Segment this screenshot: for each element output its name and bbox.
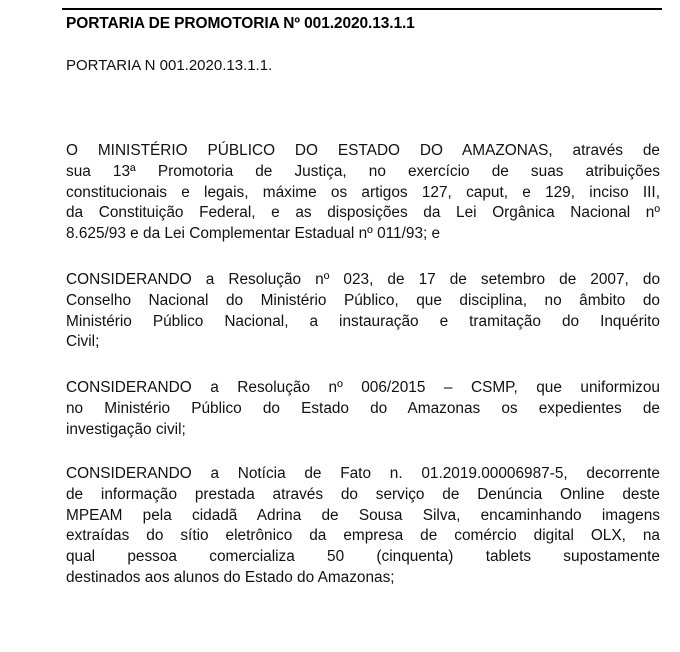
paragraph-line: MPEAM pela cidadã Adrina de Sousa Silva, encaminhando imagens xyxy=(66,506,660,524)
paragraph-line: CONSIDERANDO a Resolução nº 006/2015 – CSMP, que uniformizou xyxy=(66,379,660,396)
paragraph-line: CONSIDERANDO a Notícia de Fato n. 01.2019.00006987-5, decorrente xyxy=(66,465,660,482)
paragraph-line: O MINISTÉRIO PÚBLICO DO ESTADO DO AMAZONAS, através de xyxy=(66,142,660,159)
paragraph-line: Civil; xyxy=(66,333,100,351)
paragraph-line: CONSIDERANDO a Resolução nº 023, de 17 de setembro de 2007, do xyxy=(66,271,660,288)
document-title: PORTARIA DE PROMOTORIA Nº 001.2020.13.1.1 xyxy=(66,15,415,32)
paragraph-line: investigação civil; xyxy=(66,420,186,438)
paragraph-line: qual pessoa comercializa 50 (cinquenta) tablets supostamente xyxy=(66,548,660,566)
paragraph-considerando-noticia-de-fato xyxy=(66,464,660,589)
paragraph-line: da Constituição Federal, e as disposições da Lei Orgânica Nacional nº xyxy=(66,204,660,222)
paragraph-considerando-resolucao-023 xyxy=(66,270,660,353)
paragraph-preamble xyxy=(66,141,660,245)
paragraph-line: destinados aos alunos do Estado do Amazonas; xyxy=(66,568,395,586)
paragraph-line: de informação prestada através do serviço de Denúncia Online deste xyxy=(66,485,660,503)
paragraph-line: extraídas do sítio eletrônico da empresa de comércio digital OLX, na xyxy=(66,527,660,545)
paragraph-line: Conselho Nacional do Ministério Público, que disciplina, no âmbito do xyxy=(66,291,660,309)
top-rule-divider xyxy=(62,8,662,10)
paragraph-considerando-resolucao-006 xyxy=(66,378,660,440)
document-subtitle: PORTARIA N 001.2020.13.1.1. xyxy=(66,57,273,74)
paragraph-line: constitucionais e legais, máxime os artigos 127, caput, e 129, inciso III, xyxy=(66,183,660,201)
paragraph-line: Ministério Público Nacional, a instauração e tramitação do Inquérito xyxy=(66,312,660,330)
paragraph-line: no Ministério Público do Estado do Amazonas os expedientes de xyxy=(66,399,660,417)
paragraph-line: 8.625/93 e da Lei Complementar Estadual nº 011/93; e xyxy=(66,225,441,243)
paragraph-line: sua 13ª Promotoria de Justiça, no exercício de suas atribuições xyxy=(66,162,660,180)
